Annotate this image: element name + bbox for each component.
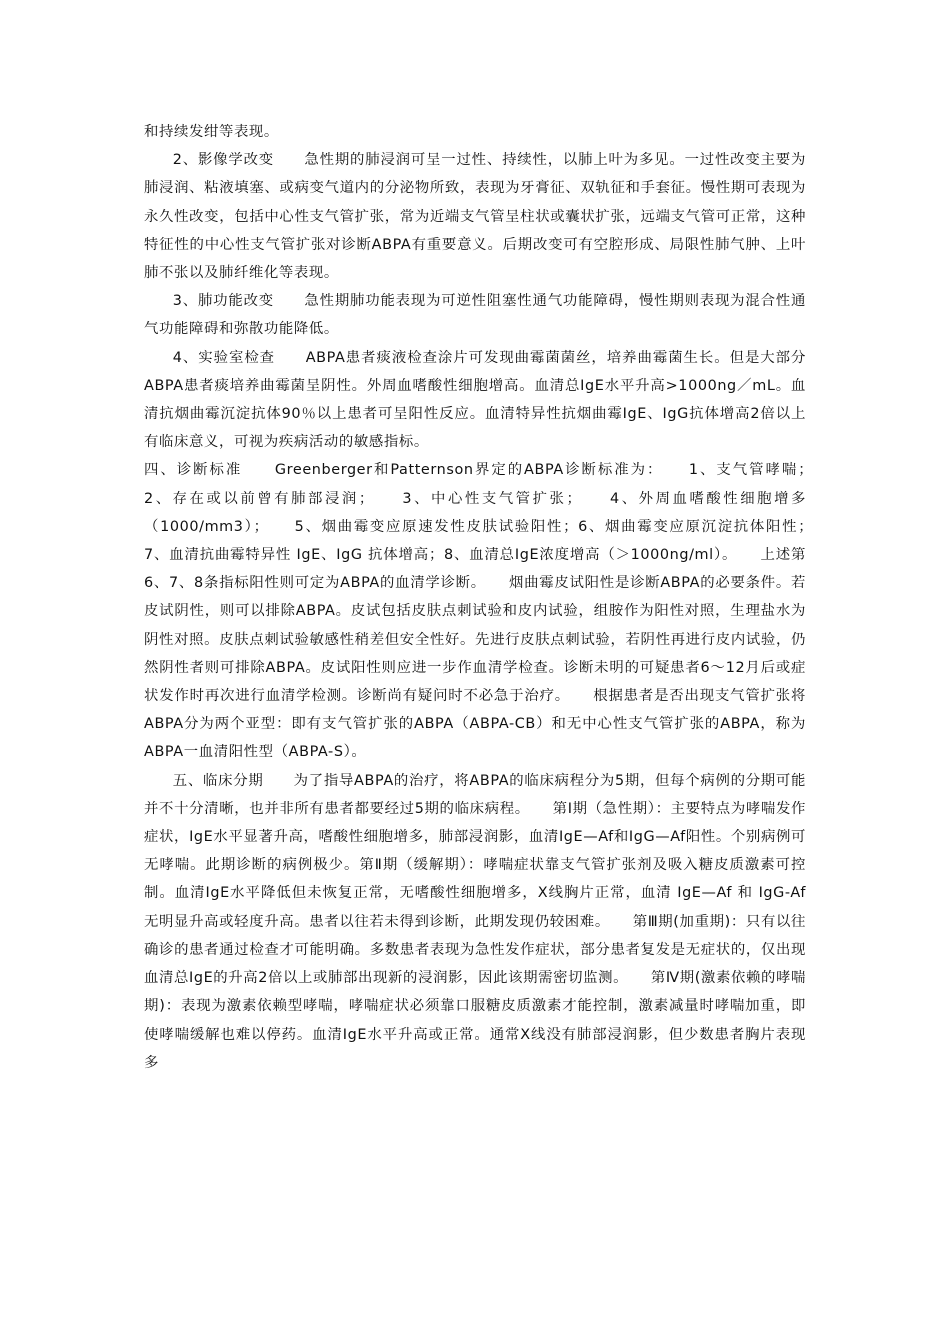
document-body [144, 118, 836, 1077]
paragraph-imaging-changes: 2、影像学改变 急性期的肺浸润可呈一过性、持续性，以肺上叶为多见。一过性改变主要为肺浸润、粘液填塞、或病变气道内的分泌物所致，表现为牙膏征、双轨征和手套征。慢性期可表现为永久性改变，包括中心性支气管扩张，常为近端支气管呈柱状或囊状扩张，远端支气管可正常，这种特征性的中心性支气管扩张对诊断ABPA有重要意义。后期改变可有空腔形成、局限性肺气肿、上叶肺不张以及肺纤维化等表现。 [144, 152, 806, 282]
paragraph-lung-function: 3、肺功能改变 急性期肺功能表现为可逆性阻塞性通气功能障碍，慢性期则表现为混合性通气功能障碍和弥散功能降低。 [144, 293, 806, 338]
paragraph-clinical-staging: 五、临床分期 为了指导ABPA的治疗，将ABPA的临床病程分为5期，但每个病例的分期可能并不十分清晰，也并非所有患者都要经过5期的临床病程。 第Ⅰ期（急性期）：主要特点为哮喘发作症状，IgE水平显著升高，嗜酸性细胞增多，肺部浸润影，血清IgE—Af和IgG—Af阳性。个别病例可无哮喘。此期诊断的病例极少。第Ⅱ期（缓解期）：哮喘症状靠支气管扩张剂及吸入糖皮质激素可控制。血清IgE水平降低但未恢复正常，无嗜酸性细胞增多，X线胸片正常，血清 IgE—Af 和 IgG-Af无明显升高或轻度升高。患者以往若未得到诊断，此期发现仍较困难。 第Ⅲ期(加重期)：只有以往确诊的患者通过检查才可能明确。多数患者表现为急性发作症状，部分患者复发是无症状的，仅出现血清总IgE的升高2倍以上或肺部出现新的浸润影，因此该期需密切监测。 第Ⅳ期(激素依赖的哮喘期)：表现为激素依赖型哮喘，哮喘症状必须靠口服糖皮质激素才能控制，激素减量时哮喘加重，即使哮喘缓解也难以停药。血清IgE水平升高或正常。通常X线没有肺部浸润影，但少数患者胸片表现多 [144, 772, 806, 1071]
paragraph-diagnostic-criteria: 四、诊断标准 Greenberger和Patternson界定的ABPA诊断标准为： 1、支气管哮喘； 2、存在或以前曾有肺部浸润； 3、中心性支气管扩张； 4、外周血嗜酸性细胞增多（1000/mm3）； 5、烟曲霉变应原速发性皮肤试验阳性；6、烟曲霉变应原沉淀抗体阳性； 7、血清抗曲霉特异性 IgE、IgG 抗体增高；8、血清总IgE浓度增高（＞1000ng/ml）。 上述第6、7、8条指标阳性则可定为ABPA的血清学诊断。 烟曲霉皮试阳性是诊断ABPA的必要条件。若皮试阴性，则可以排除ABPA。皮试包括皮肤点刺试验和皮内试验，组胺作为阳性对照，生理盐水为阴性对照。皮肤点刺试验敏感性稍差但安全性好。先进行皮肤点刺试验，若阴性再进行皮内试验，仍然阴性者则可排除ABPA。皮试阳性则应进一步作血清学检查。诊断未明的可疑患者6～12月后或症状发作时再次进行血清学检测。诊断尚有疑问时不必急于治疗。 根据患者是否出现支气管扩张将ABPA分为两个亚型：即有支气管扩张的ABPA（ABPA-CB）和无中心性支气管扩张的ABPA，称为ABPA一血清阳性型（ABPA-S）。 [144, 462, 836, 761]
paragraph-continuation: 和持续发绀等表现。 [144, 124, 279, 140]
paragraph-lab-tests: 4、实验室检查 ABPA患者痰液检查涂片可发现曲霉菌菌丝，培养曲霉菌生长。但是大部分ABPA患者痰培养曲霉菌呈阴性。外周血嗜酸性细胞增高。血清总IgE水平升高>1000ng／mL。血清抗烟曲霉沉淀抗体90％以上患者可呈阳性反应。血清特异性抗烟曲霉IgE、IgG抗体增高2倍以上有临床意义，可视为疾病活动的敏感指标。 [144, 349, 806, 451]
